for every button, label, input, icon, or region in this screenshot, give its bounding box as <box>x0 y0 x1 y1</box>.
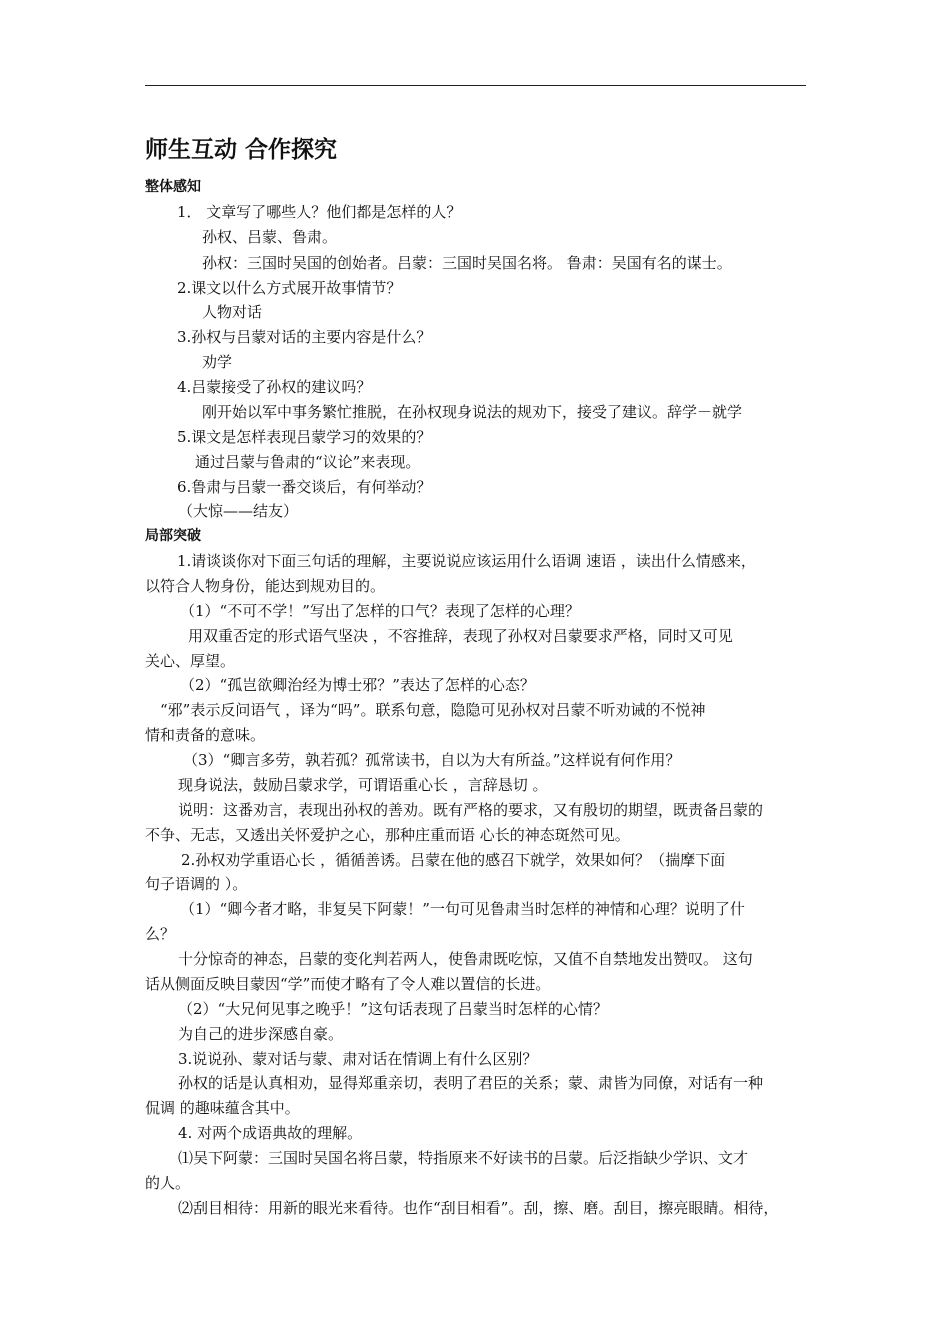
question-3: 3.孙权与吕蒙对话的主要内容是什么？ <box>177 328 432 346</box>
answer-line: 现身说法，鼓励吕蒙求学，可谓语重心长 ，言辞恳切 。 <box>178 776 548 794</box>
idiom-line: 的人。 <box>145 1174 191 1192</box>
idiom-line: ⑵刮目相待：用新的眼光来看待。也作“刮目相看”。刮，擦、磨。刮目，擦亮眼睛。相待， <box>178 1199 779 1217</box>
sub-question: （1）“不可不学！”写出了怎样的口气？表现了怎样的心理？ <box>180 602 580 620</box>
sub-question: （2）“孤岂欲卿治经为博士邪？”表达了怎样的心态？ <box>180 676 535 694</box>
header-rule <box>145 85 806 86</box>
answer-line: （大惊——结友） <box>178 502 299 520</box>
answer-line: 孙权的话是认真相劝，显得郑重亲切，表明了君臣的关系；蒙、肃皆为同僚，对话有一种 <box>178 1074 764 1092</box>
question-line: 以符合人物身份，能达到规劝目的。 <box>145 577 386 595</box>
answer-line: “邪”表示反问语气 ，译为“吗”。联系句意，隐隐可见孙权对吕蒙不听劝诫的不悦神 <box>160 701 706 719</box>
sub-question: 么？ <box>145 925 176 943</box>
answer-line: 刚开始以军中事务繁忙推脱，在孙权现身说法的规劝下，接受了建议。辞学－就学 <box>202 403 743 421</box>
question-4: 4.吕蒙接受了孙权的建议吗？ <box>177 378 372 396</box>
answer-line: 用双重否定的形式语气坚决 ，不容推辞，表现了孙权对吕蒙要求严格，同时又可见 <box>188 627 733 645</box>
sub-question: （1）“卿今者才略，非复吴下阿蒙！”一句可见鲁肃当时怎样的神情和心理？说明了什 <box>180 900 745 918</box>
question-line: 2.孙权劝学重语心长 ，循循善诱。吕蒙在他的感召下就学，效果如何？（揣摩下面 <box>181 851 726 869</box>
answer-line: 为自己的进步深感自豪。 <box>178 1025 344 1043</box>
note-line: 不争、无志，又透出关怀爱护之心，那种庄重而语 心长的神态斑然可见。 <box>145 826 630 844</box>
question-1: 1． 文章写了哪些人？他们都是怎样的人？ <box>177 203 462 221</box>
sub-question: （3）“卿言多劳，孰若孤？孤常读书，自以为大有所益。”这样说有何作用？ <box>183 751 681 769</box>
document-title: 师生互动 合作探究 <box>145 137 338 163</box>
answer-line: 劝学 <box>202 353 233 371</box>
answer-line: 话从侧面反映目蒙因“学”而使才略有了令人难以置信的长进。 <box>145 975 551 993</box>
answer-line: 通过吕蒙与鲁肃的“议论”来表现。 <box>195 453 421 471</box>
idiom-line: ⑴吴下阿蒙：三国时吴国名将吕蒙，特指原来不好读书的吕蒙。后泛指缺少学识、文才 <box>178 1149 749 1167</box>
question-5: 5.课文是怎样表现吕蒙学习的效果的？ <box>177 428 432 446</box>
answer-line: 情和责备的意味。 <box>145 726 266 744</box>
sub-question: （2）“大兄何见事之晚乎！”这句话表现了吕蒙当时怎样的心情？ <box>178 1000 608 1018</box>
answer-line: 人物对话 <box>202 303 263 321</box>
question-line: 4. 对两个成语典故的理解。 <box>178 1124 363 1142</box>
note-line: 说明：这番劝言，表现出孙权的善劝。既有严格的要求，又有殷切的期望，既责备吕蒙的 <box>178 801 764 819</box>
answer-line: 孙权：三国时吴国的创始者。吕蒙：三国时吴国名将。 鲁肃：吴国有名的谋士。 <box>202 254 732 272</box>
answer-line: 十分惊奇的神态，吕蒙的变化判若两人，使鲁肃既吃惊，又值不自禁地发出赞叹。 这句 <box>178 950 753 968</box>
answer-line: 孙权、吕蒙、鲁肃。 <box>202 228 338 246</box>
question-6: 6.鲁肃与吕蒙一番交谈后，有何举动？ <box>177 478 432 496</box>
question-line: 句子语调的 ）。 <box>145 875 248 893</box>
answer-line: 侃调 的趣味蕴含其中。 <box>145 1099 300 1117</box>
answer-line: 关心、厚望。 <box>145 652 236 670</box>
section-heading-partial: 局部突破 <box>145 528 201 544</box>
question-2: 2.课文以什么方式展开故事情节？ <box>177 279 402 297</box>
question-line: 3.说说孙、蒙对话与蒙、肃对话在情调上有什么区别？ <box>178 1050 538 1068</box>
question-line: 1.请谈谈你对下面三句话的理解，主要说说应该运用什么语调 速语 ，读出什么情感来， <box>177 552 756 570</box>
section-heading-overall: 整体感知 <box>145 179 201 195</box>
